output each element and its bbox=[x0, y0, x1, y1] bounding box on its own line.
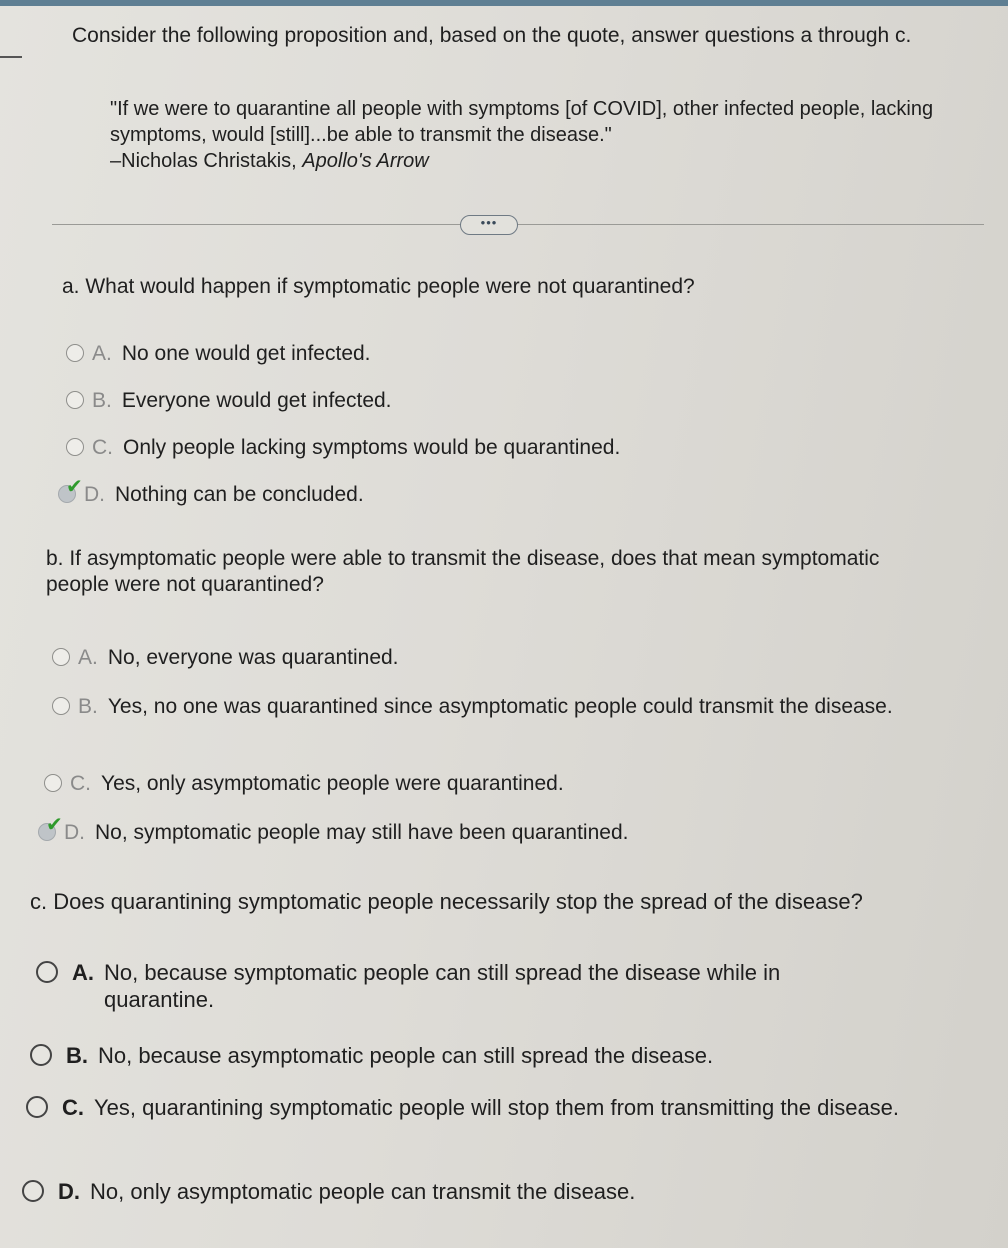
checkmark-icon: ✔ bbox=[46, 814, 63, 836]
radio-button-selected[interactable] bbox=[38, 814, 63, 841]
option-letter: A. bbox=[72, 960, 94, 985]
option-b-A[interactable] bbox=[52, 645, 952, 671]
option-text: No, because asymptomatic people can still spread the disease. bbox=[98, 1043, 714, 1068]
intro-text: Consider the following proposition and, based on the quote, answer questions a through c. bbox=[72, 24, 912, 47]
option-text: Yes, no one was quarantined since asymptomatic people could transmit the disease. bbox=[107, 695, 893, 718]
option-text: Everyone would get infected. bbox=[121, 389, 392, 412]
question-b: b. If asymptomatic people were able to transmit the disease, does that mean symptomatic people were not quarantined? bbox=[46, 547, 880, 596]
radio-button[interactable] bbox=[66, 344, 84, 362]
option-a-D[interactable] bbox=[58, 476, 938, 508]
radio-button[interactable] bbox=[52, 697, 70, 715]
option-a-B[interactable] bbox=[66, 388, 946, 414]
option-letter: C. bbox=[62, 1095, 84, 1120]
more-options-button[interactable]: ••• bbox=[460, 215, 518, 235]
option-letter: B. bbox=[78, 695, 98, 718]
option-text: No, only asymptomatic people can transmit the disease. bbox=[90, 1179, 636, 1204]
top-edge bbox=[0, 0, 1008, 6]
radio-button[interactable] bbox=[26, 1096, 48, 1118]
option-text: Only people lacking symptoms would be quarantined. bbox=[123, 436, 621, 459]
option-b-B[interactable] bbox=[52, 694, 952, 720]
option-b-D[interactable] bbox=[38, 814, 938, 846]
radio-button[interactable] bbox=[66, 391, 84, 409]
radio-button[interactable] bbox=[52, 648, 70, 666]
option-text: No one would get infected. bbox=[121, 342, 371, 365]
option-letter: C. bbox=[70, 772, 91, 795]
option-c-C[interactable] bbox=[26, 1094, 926, 1121]
option-letter: B. bbox=[92, 389, 112, 412]
option-a-A[interactable] bbox=[66, 341, 946, 367]
option-letter: D. bbox=[58, 1179, 80, 1204]
option-c-D[interactable] bbox=[22, 1178, 922, 1205]
radio-button[interactable] bbox=[66, 438, 84, 456]
radio-button[interactable] bbox=[22, 1180, 44, 1202]
option-text: Yes, only asymptomatic people were quarantined. bbox=[101, 772, 564, 795]
option-c-A[interactable] bbox=[36, 959, 896, 1013]
quote-block bbox=[110, 96, 990, 174]
option-letter: D. bbox=[64, 821, 85, 844]
option-text: No, because symptomatic people can still spread the disease while in quarantine. bbox=[104, 960, 781, 1012]
option-text: Nothing can be concluded. bbox=[115, 483, 364, 506]
option-c-B[interactable] bbox=[30, 1042, 930, 1069]
attribution-author: –Nicholas Christakis, bbox=[110, 150, 303, 172]
option-text: Yes, quarantining symptomatic people will stop them from transmitting the disease. bbox=[94, 1095, 900, 1120]
option-letter: A. bbox=[78, 646, 98, 669]
option-letter: D. bbox=[84, 483, 105, 506]
question-a: a. What would happen if symptomatic people were not quarantined? bbox=[62, 275, 695, 298]
option-text: No, everyone was quarantined. bbox=[107, 646, 399, 669]
checkmark-icon: ✔ bbox=[66, 476, 83, 498]
radio-button-selected[interactable] bbox=[58, 476, 83, 503]
back-arrow-icon[interactable] bbox=[0, 56, 22, 58]
quote-attribution bbox=[110, 148, 990, 174]
question-c: c. Does quarantining symptomatic people necessarily stop the spread of the disease? bbox=[30, 889, 863, 914]
attribution-book: Apollo's Arrow bbox=[302, 150, 429, 172]
radio-button[interactable] bbox=[44, 774, 62, 792]
quote-text: "If we were to quarantine all people with symptoms [of COVID], other infected people, lacking symptoms, would [still]...be able to transmit the disease." bbox=[110, 98, 934, 146]
divider bbox=[52, 224, 984, 225]
option-a-C[interactable] bbox=[66, 435, 946, 461]
option-text: No, symptomatic people may still have been quarantined. bbox=[95, 821, 629, 844]
option-letter: B. bbox=[66, 1043, 88, 1068]
option-b-C[interactable] bbox=[44, 771, 944, 797]
option-letter: A. bbox=[92, 342, 112, 365]
option-letter: C. bbox=[92, 436, 113, 459]
radio-button[interactable] bbox=[36, 961, 58, 983]
radio-button[interactable] bbox=[30, 1044, 52, 1066]
